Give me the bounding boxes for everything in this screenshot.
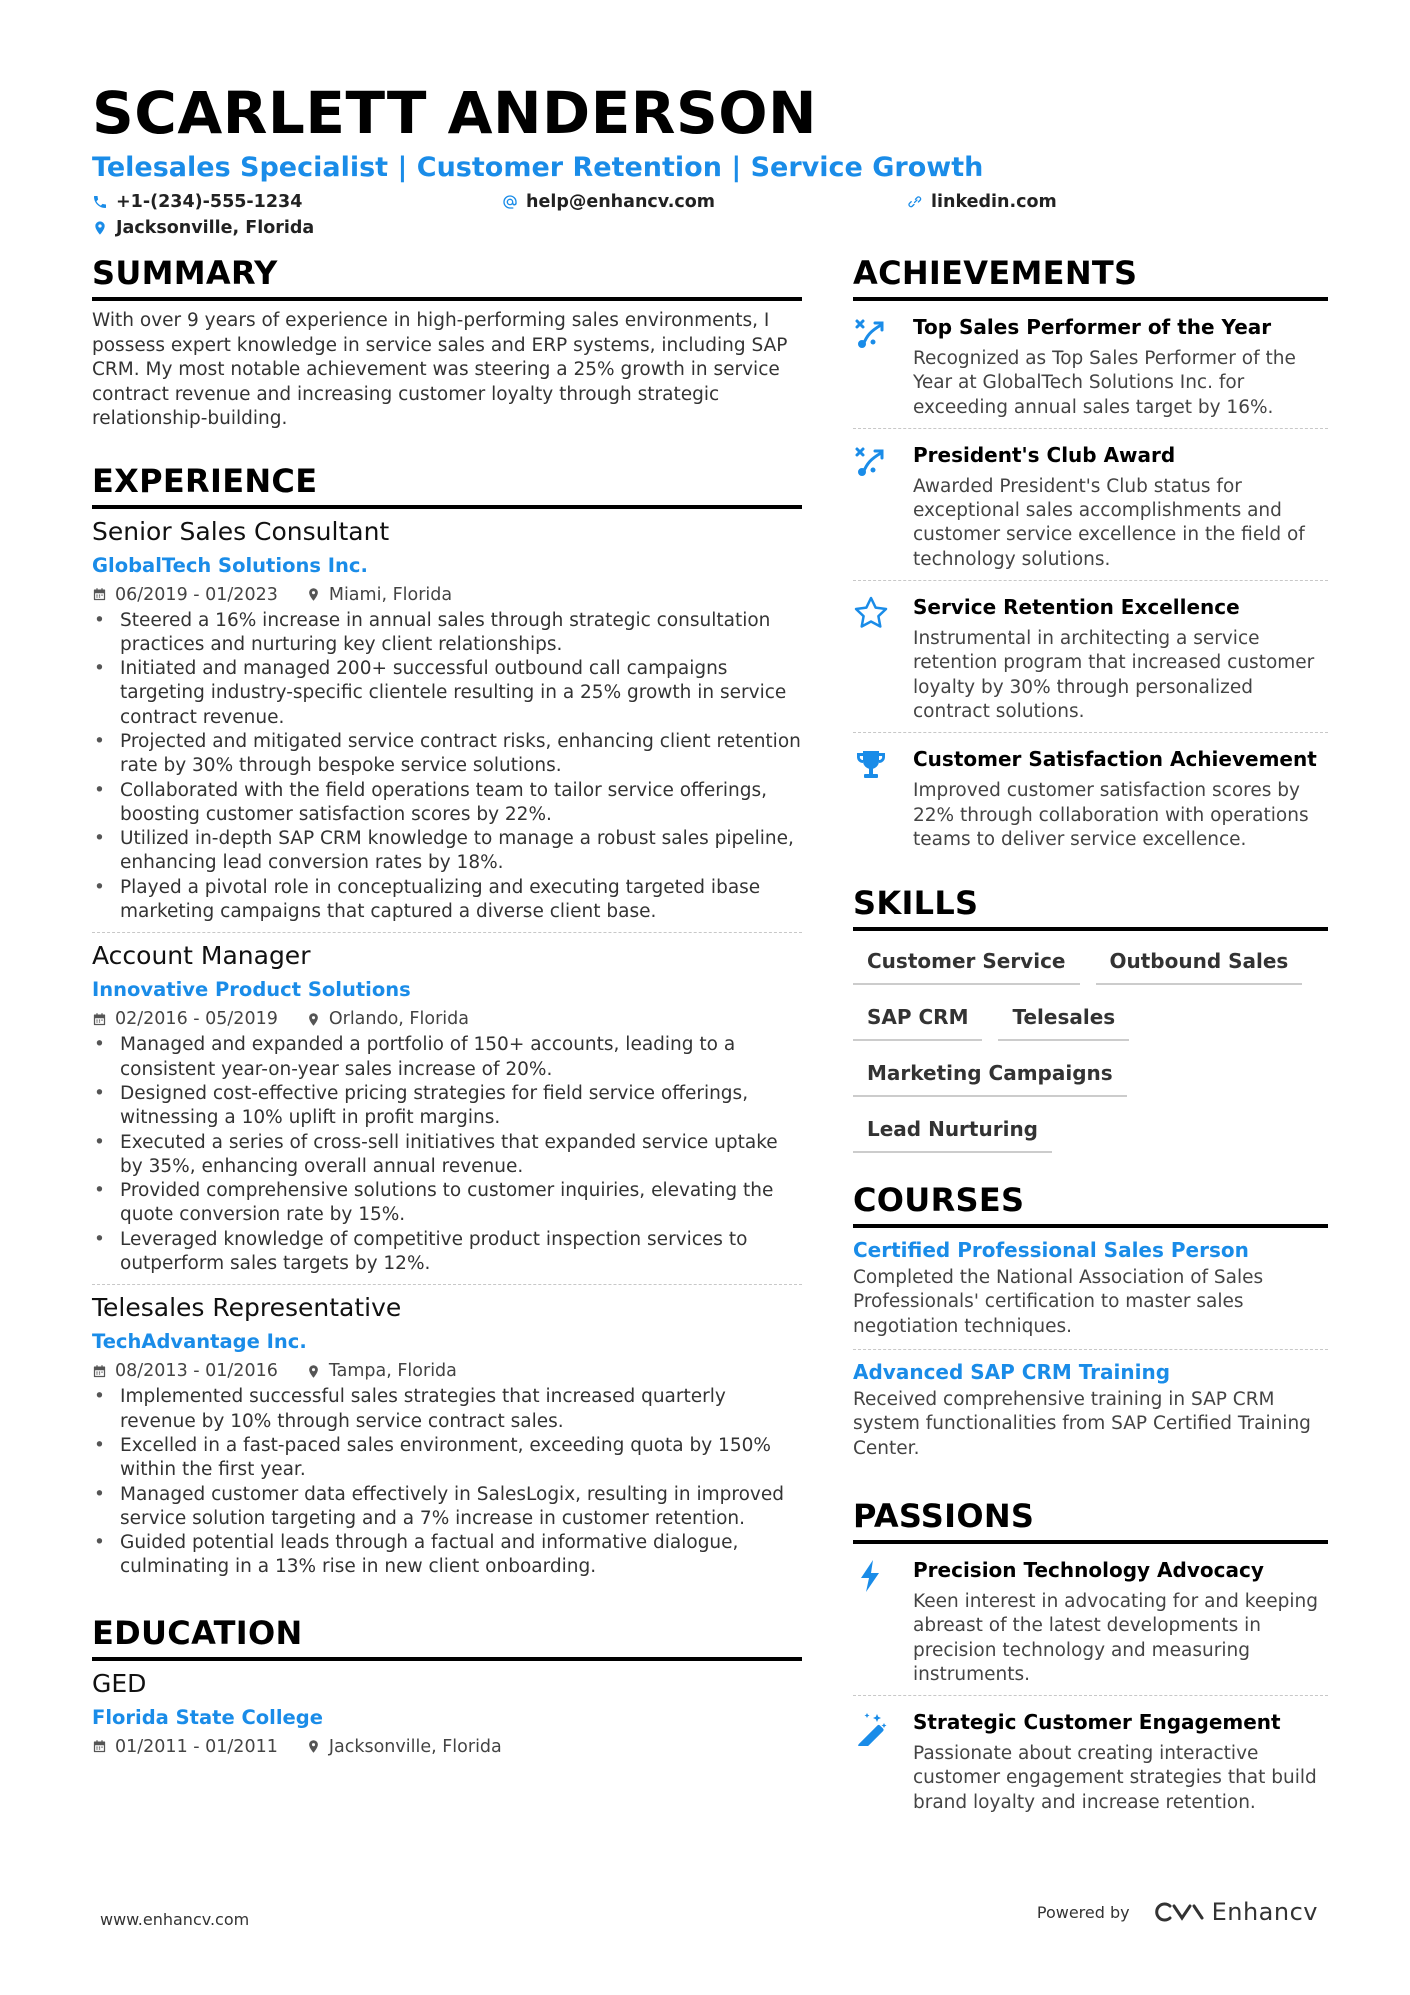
summary-section [92,252,802,432]
phone-contact [92,188,302,215]
right-column [853,252,1328,1851]
at-icon [502,194,518,210]
job-dates: 06/2019 - 01/2023 [92,581,278,609]
job-title: Telesales Representative [92,1293,402,1323]
location-pin-icon [92,220,108,236]
bullet-item: • Managed customer data effectively in SalesLogix, resulting in improved service solution targeting and a 7% increase in customer retention. [92,1483,802,1532]
passions-section [853,1495,1328,1823]
calendar-icon [92,1364,107,1379]
passion-title: Precision Technology Advocacy [913,1557,1264,1582]
trophy-icon [853,747,889,783]
job-location: Tampa, Florida [306,1357,457,1385]
achievement-item [853,429,1328,581]
bolt-icon [853,1558,889,1594]
passion-item [853,1696,1328,1823]
location-pin-icon [306,587,321,602]
education-section [92,1612,802,1769]
bullet-item: • Provided comprehensive solutions to customer inquiries, elevating the quote conversion rate by 15%. [92,1179,802,1228]
job-bullets [92,609,802,925]
company-name: GlobalTech Solutions Inc. [92,553,368,577]
bullet-item: • Executed a series of cross-sell initiatives that expanded service uptake by 35%, enhancing overall annual revenue. [92,1131,802,1180]
achievement-title: Service Retention Excellence [913,595,1240,620]
bullet-item: • Guided potential leads through a factual and informative dialogue, culminating in a 13% rise in new client onboarding. [92,1531,802,1580]
job-meta [92,1005,802,1033]
course-title: Certified Professional Sales Person [853,1238,1249,1263]
bullet-item: • Collaborated with the field operations team to tailor service offerings, boosting customer satisfaction scores by 22%. [92,779,802,828]
skill-tag: Customer Service [853,947,1080,985]
calendar-icon [92,587,107,602]
courses-heading: COURSES [853,1179,1328,1228]
linkedin-contact [907,188,1057,215]
brand-name: Enhancv [1211,1898,1318,1926]
passion-desc: Passionate about creating interactive customer engagement strategies that build brand loyalty and increase retention. [913,1743,1317,1813]
resume-header [92,78,1332,242]
achievements-heading: ACHIEVEMENTS [853,252,1328,301]
brand-logo[interactable] [1154,1898,1318,1926]
location-pin-icon [306,1012,321,1027]
achievement-title: President's Club Award [913,442,1176,467]
enhancv-logo-icon [1154,1898,1204,1926]
experience-section [92,460,802,1588]
bullet-item: • Steered a 16% increase in annual sales through strategic consultation practices and nurturing key client relationships. [92,609,802,658]
passions-heading: PASSIONS [853,1495,1328,1544]
passion-title: Strategic Customer Engagement [913,1710,1281,1735]
skills-section [853,882,1328,1153]
powered-by-label: Powered by [1036,1902,1130,1922]
summary-text: With over 9 years of experience in high-performing sales environments, I possess expert knowledge in service sales and ERP systems, including SAP CRM. My most notable achievement was steering a 25% growth in service contract revenue and increasing customer loyalty through strategic relationship-building. [92,310,788,429]
passion-desc: Keen interest in advocating for and keeping abreast of the latest developments in precision technology and measuring instruments. [913,1590,1318,1685]
education-meta [92,1733,802,1761]
job-bullets [92,1385,802,1579]
job-title: Account Manager [92,941,311,971]
left-column [92,252,802,1797]
link-icon [907,194,923,210]
achievement-desc: Improved customer satisfaction scores by 22% through collaboration with operations teams to deliver service excellence. [913,780,1309,850]
experience-heading: EXPERIENCE [92,460,802,509]
achievement-title: Customer Satisfaction Achievement [913,747,1317,772]
achievement-item [853,733,1328,860]
achievement-item [853,301,1328,429]
phone-number[interactable]: +1-(234)-555-1234 [116,191,303,212]
email-contact [502,188,715,215]
strategy-icon [853,443,889,479]
bullet-item: • Designed cost-effective pricing strategies for field service offerings, witnessing a 10% uplift in profit margins. [92,1082,802,1131]
education-entry [92,1661,802,1769]
achievement-desc: Recognized as Top Sales Performer of the Year at GlobalTech Solutions Inc. for exceeding annual sales target by 16%. [913,348,1296,418]
education-dates: 01/2011 - 01/2011 [92,1733,278,1761]
job-entry [92,933,802,1285]
bullet-item: • Utilized in-depth SAP CRM knowledge to manage a robust sales pipeline, enhancing lead conversion rates by 18%. [92,827,802,876]
bullet-item: • Projected and mitigated service contract risks, enhancing client retention rate by 30% through bespoke service solutions. [92,730,802,779]
skill-tag: Outbound Sales [1096,947,1303,985]
linkedin-link[interactable]: linkedin.com [931,191,1057,212]
contact-info [92,188,1332,242]
company-name: TechAdvantage Inc. [92,1330,307,1354]
strategy-icon [853,315,889,351]
headline: Telesales Specialist | Customer Retention | Service Growth [92,152,984,183]
job-dates: 08/2013 - 01/2016 [92,1357,278,1385]
course-item [853,1228,1328,1350]
location-text: Jacksonville, Florida [116,217,315,238]
passion-item [853,1544,1328,1696]
job-entry [92,1285,802,1587]
job-entry [92,509,802,934]
bullet-item: • Managed and expanded a portfolio of 150+ accounts, leading to a consistent year-on-year sales increase of 20%. [92,1033,802,1082]
candidate-name: SCARLETT ANDERSON [92,79,818,147]
skill-tag: Lead Nurturing [853,1115,1052,1153]
job-bullets [92,1033,802,1276]
calendar-icon [92,1739,107,1754]
skill-tag: Telesales [998,1003,1129,1041]
achievement-desc: Instrumental in architecting a service retention program that increased customer loyalty by 30% through personalized contract solutions. [913,628,1315,722]
courses-section [853,1179,1328,1471]
skill-tag: SAP CRM [853,1003,982,1041]
achievement-title: Top Sales Performer of the Year [913,315,1272,339]
skill-tag: Marketing Campaigns [853,1059,1127,1097]
skills-heading: SKILLS [853,882,1328,931]
achievements-section [853,252,1328,860]
email-address[interactable]: help@enhancv.com [526,191,716,212]
magic-wand-icon [853,1710,889,1746]
education-location: Jacksonville, Florida [306,1733,502,1761]
course-title: Advanced SAP CRM Training [853,1360,1171,1385]
calendar-icon [92,1012,107,1027]
bullet-item: • Leveraged knowledge of competitive product inspection services to outperform sales targets by 12%. [92,1228,802,1277]
star-icon [853,595,889,631]
course-item [853,1350,1328,1471]
bullet-item: • Initiated and managed 200+ successful outbound call campaigns targeting industry-specific clientele resulting in a 25% growth in service contract revenue. [92,657,802,730]
job-location: Orlando, Florida [306,1005,469,1033]
footer-branding [1037,1898,1318,1926]
location-contact [92,214,314,241]
footer-website[interactable]: www.enhancv.com [100,1910,250,1929]
bullet-item: • Implemented successful sales strategies that increased quarterly revenue by 10% through service contract sales. [92,1385,802,1434]
job-dates: 02/2016 - 05/2019 [92,1005,278,1033]
company-name: Innovative Product Solutions [92,978,411,1002]
job-meta [92,581,802,609]
degree-title: GED [92,1668,147,1698]
course-desc: Completed the National Association of Sales Professionals' certification to master sales negotiation techniques. [853,1267,1264,1337]
education-heading: EDUCATION [92,1612,802,1661]
job-location: Miami, Florida [306,581,452,609]
location-pin-icon [306,1739,321,1754]
bullet-item: • Excelled in a fast-paced sales environment, exceeding quota by 150% within the first year. [92,1434,802,1483]
job-meta [92,1357,802,1385]
bullet-item: • Played a pivotal role in conceptualizing and executing targeted ibase marketing campaigns that captured a diverse client base. [92,876,802,925]
skills-list [853,947,1328,1153]
achievement-item [853,581,1328,733]
school-name: Florida State College [92,1705,323,1729]
location-pin-icon [306,1364,321,1379]
course-desc: Received comprehensive training in SAP CRM system functionalities from SAP Certified Training Center. [853,1389,1311,1459]
job-title: Senior Sales Consultant [92,516,390,546]
achievement-desc: Awarded President's Club status for exceptional sales accomplishments and customer service excellence in the field of technology solutions. [913,475,1305,570]
summary-heading: SUMMARY [92,252,802,301]
phone-icon [92,194,108,210]
